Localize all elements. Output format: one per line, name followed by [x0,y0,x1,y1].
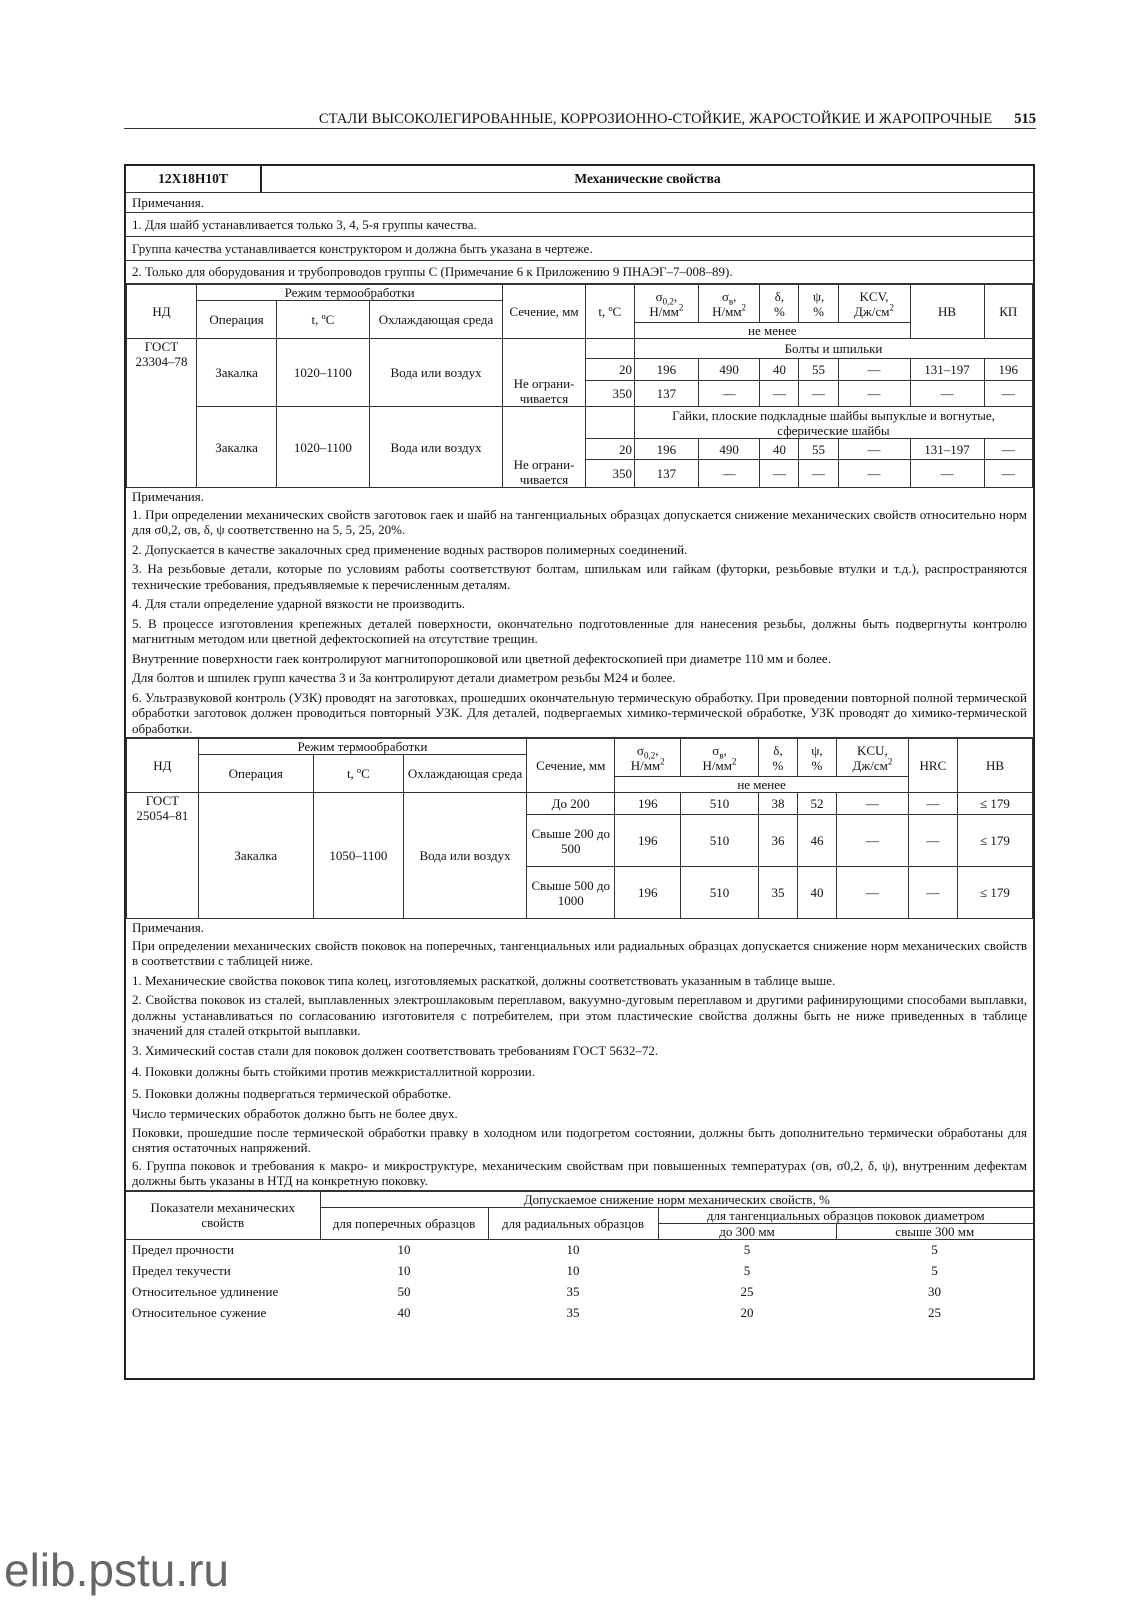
note-line: Для болтов и шпилек групп качества 3 и 3а контролируют детали диаметром резьбы М24 и более. [132,670,676,685]
note-line: 2. Допускается в качестве закалочных сред применение водных растворов полимерных соединений. [132,541,688,557]
cell: 55 [799,439,838,460]
empty-cell [585,339,634,359]
cell: 196 [615,867,681,919]
th-operation: Операция [196,301,276,339]
cell: 10 [397,1242,411,1258]
note-line: При определении механических свойств поковок на поперечных, тангенциальных или радиальных образцах допускается снижение норм механических свойств в соответствии с таблицей ниже. [132,937,1027,968]
cell: 55 [799,359,838,381]
th-nd: НД [127,739,199,793]
th-hb: НВ [910,285,984,339]
steel-grade: 12Х18Н10Т [126,166,262,192]
notes-bottom [126,919,1033,1191]
th-psi: ψ, % [799,285,838,323]
group-nuts: Гайки, плоские подкладные шайбы выпуклые и вогнутые, сферические шайбы [634,407,1032,439]
cell: — [799,381,838,407]
cell: 510 [681,793,759,815]
cell: 510 [681,867,759,919]
note-line: 5. В процессе изготовления крепежных деталей поверхности, окончательно подготовленные для нанесения резьбы, должны быть подвергнуты контролю магнитным методом или цветной дефектоскопией на отсутствие трещин. [132,615,1027,646]
th-not-less: не менее [634,323,910,339]
cell: 490 [698,359,760,381]
section-value: Не ограни-чивается [503,339,585,407]
note-line: 6. Группа поковок и требования к макро- и микроструктуре, механическим свойствам при повышенных температурах (σв, σ0,2, δ, ψ), внутренним дефектам должны быть указаны в НТД на конкретную поковку. [132,1157,1027,1188]
running-title: СТАЛИ ВЫСОКОЛЕГИРОВАННЫЕ, КОРРОЗИОННО-СТОЙКИЕ, ЖАРОСТОЙКИЕ И ЖАРОПРОЧНЫЕ [318,111,993,127]
cell: До 200 [527,793,615,815]
cell: — [698,460,760,488]
th-not-less: не менее [615,777,908,793]
cell: 196 [615,815,681,867]
cell: — [908,793,957,815]
cell: ≤ 179 [958,867,1033,919]
cell: 40 [797,867,836,919]
cell: 137 [634,460,698,488]
cooling-medium: Вода или воздух [369,407,503,488]
cell: 137 [634,381,698,407]
cell: 25 [928,1305,941,1320]
cell: — [836,867,908,919]
cell: — [836,793,908,815]
prop-name: Относительное сужение [132,1305,267,1320]
th-up-to-300: до 300 мм [658,1223,836,1239]
note-line: 3. На резьбовые детали, которые по условиям работы соответствуют болтам, шпилькам или гайкам (футорки, резьбовые втулки и т.д.), распространяются технические требования, предъявляемые к перечисленным деталям. [132,561,1027,592]
cell: 196 [634,359,698,381]
prop-name: Предел текучести [132,1263,231,1278]
note-heading: Примечания. [126,193,1033,213]
th-transverse: для поперечных образцов [320,1207,488,1239]
cell: — [910,381,984,407]
cell: 10 [397,1263,411,1278]
th-temp: t, ºС [585,285,634,339]
note-heading: Примечания. [132,920,204,935]
th-t: t, ºС [313,755,403,793]
th-psi: ψ, % [797,739,836,777]
note-line: 4. Поковки должны быть стойкими против межкристаллитной коррозии. [132,1064,535,1079]
cell: Свыше 500 до 1000 [527,867,615,919]
cell: 10 [566,1263,580,1278]
nd-gost-25054: ГОСТ 25054–81 [127,793,199,919]
cell: 40 [760,359,799,381]
th-hrc: HRC [908,739,957,793]
th-nd: НД [127,285,197,339]
cell: ≤ 179 [958,793,1033,815]
cell: 35 [566,1284,580,1299]
note-line: 1. При определении механических свойств заготовок гаек и шайб на тангенциальных образцах допускается снижение механических свойств относительно норм для σ0,2, σв, δ, ψ соответственно на 5, 5, 25, 20%. [132,506,1027,537]
th-allowed-reduction: Допускаемое снижение норм механических свойств, % [320,1191,1033,1207]
cell: — [760,460,799,488]
note-line: 1. Механические свойства поковок типа колец, изготовляемых раскаткой, должны соответствовать указанным в таблице выше. [132,972,836,988]
operation: Закалка [196,407,276,488]
cell: 5 [743,1242,751,1258]
th-heat-mode: Режим термообработки [196,285,502,301]
note-line: 2. Только для оборудования и трубопроводов группы С (Примечание 6 к Приложению 9 ПНАЭГ–7–008–89). [132,264,733,280]
th-sigmav: $\sigma_в$, $Н/мм^2$ [698,285,760,323]
th-sigma02: $\sigma_{0,2}$, $Н/мм^2$ [634,285,698,323]
cell: 36 [758,815,797,867]
th-cooling: Охлаждающая среда [369,301,503,339]
cell: 5 [931,1242,938,1258]
cell: 510 [681,815,759,867]
note-line: 6. Ультразвуковой контроль (УЗК) проводят на заготовках, прошедших окончательную термическую обработку. При проведении повторной полной термической обработки заготовок должен проводиться повторный УЗК. Для деталей, подвергаемых химико-термической обработке, УЗК проводят до химико-термической обработки. [132,689,1027,736]
note-line: Поковки, прошедшие после термической обработки правку в холодном или подогретом состоянии, должны быть дополнительно термически обработаны для снятия остаточных напряжений. [132,1124,1027,1155]
note-line: Число термических обработок должно быть не более двух. [132,1106,458,1121]
cell: 46 [797,815,836,867]
cell: 20 [740,1305,754,1320]
cell: 20 [585,439,634,460]
cell: 350 [585,460,634,488]
cell: 40 [397,1305,411,1320]
page-header [124,108,1036,129]
note-line: 2. Свойства поковок из сталей, выплавленных электрошлаковым переплавом, вакуумно-дуговым переплавом и другими рафинирующими способами выплавки, должны устанавливаться по согласованию изготовителя с потребителем, при этом пластические свойства должны быть не ниже приведенных в таблице значений для сталей открытой выплавки. [132,992,1027,1038]
operation: Закалка [198,793,313,919]
cell: — [984,439,1032,460]
cell: 52 [797,793,836,815]
th-heat-mode: Режим термообработки [198,739,526,755]
cell: 30 [928,1284,941,1299]
th-properties: Показатели механических свойств [126,1191,320,1239]
th-sigmav: $\sigma_в$, $Н/мм^2$ [681,739,759,777]
th-t: t, ºС [277,301,370,339]
cell: — [908,867,957,919]
cell: — [838,439,910,460]
content-frame [124,164,1035,1380]
cell: 5 [931,1263,938,1278]
operation: Закалка [196,339,276,407]
note-line: 1. Для шайб устанавливается только 3, 4, 5-я группы качества. [126,213,1033,237]
cell: 131–197 [910,439,984,460]
cell: — [760,381,799,407]
cell: 196 [615,793,681,815]
cell: Свыше 200 до 500 [527,815,615,867]
cell: — [838,359,910,381]
cell: — [984,460,1032,488]
th-hb: НВ [958,739,1033,793]
note-heading: Примечания. [132,489,204,504]
section-title: Механические свойства [574,171,721,186]
temp-range: 1020–1100 [277,339,370,407]
cell: — [799,460,838,488]
notes-top [126,193,1033,284]
cell: 20 [585,359,634,381]
cell: 131–197 [910,359,984,381]
prop-name: Предел прочности [132,1242,234,1258]
cell: — [838,460,910,488]
group-bolts: Болты и шпильки [634,339,1032,359]
temp-range: 1050–1100 [313,793,403,919]
cell: 40 [760,439,799,460]
cell: 35 [758,867,797,919]
watermark: elib.pstu.ru [4,1544,230,1596]
th-kp: КП [984,285,1032,339]
cell: — [698,381,760,407]
cell: — [984,381,1032,407]
cell: — [908,815,957,867]
th-radial: для радиальных образцов [488,1207,658,1239]
cell: — [910,460,984,488]
th-delta: δ, % [760,285,799,323]
prop-name: Относительное удлинение [132,1284,279,1299]
cell: 490 [698,439,760,460]
cell: 196 [634,439,698,460]
cooling-medium: Вода или воздух [404,793,527,919]
th-kcu: KCU, $Дж/см^2$ [836,739,908,777]
th-sigma02: $\sigma_{0,2}$, $Н/мм^2$ [615,739,681,777]
th-section: Сечение, мм [527,739,615,793]
table-allowed-reduction [126,1191,1033,1324]
cell: 35 [566,1305,580,1320]
th-section: Сечение, мм [503,285,585,339]
empty-cell [585,407,634,439]
note-line: Внутренние поверхности гаек контролируют магнитопорошковой или цветной дефектоскопией при диаметре 110 мм и более. [132,650,831,666]
temp-range: 1020–1100 [277,407,370,488]
cell: 50 [397,1284,411,1299]
table-bolts-nuts [126,284,1033,488]
th-cooling: Охлаждающая среда [404,755,527,793]
section-value: Не ограни-чивается [503,407,585,488]
th-over-300: свыше 300 мм [836,1223,1033,1239]
cell: ≤ 179 [958,815,1033,867]
table-forgings [126,738,1033,919]
note-line: 3. Химический состав стали для поковок должен соответствовать требованиям ГОСТ 5632–72. [132,1042,659,1058]
title-bar [126,166,1033,193]
cell: — [836,815,908,867]
note-line: Группа качества устанавливается конструктором и должна быть указана в чертеже. [126,237,1033,261]
cell: 25 [740,1284,754,1299]
nd-gost-23304: ГОСТ 23304–78 [127,339,197,488]
note-line: 5. Поковки должны подвергаться термической обработке. [132,1085,452,1101]
cell: 196 [984,359,1032,381]
cell: 10 [566,1242,580,1258]
cooling-medium: Вода или воздух [369,339,503,407]
cell: 350 [585,381,634,407]
page-number: 515 [1014,111,1036,127]
th-operation: Операция [198,755,313,793]
notes-mid [126,488,1033,738]
cell: 5 [743,1263,751,1278]
th-delta: δ, % [758,739,797,777]
cell: — [838,381,910,407]
cell: 38 [758,793,797,815]
th-tangential: для тангенциальных образцов поковок диаметром [658,1207,1033,1223]
note-line: 4. Для стали определение ударной вязкости не производить. [132,596,465,611]
th-kcv: KCV, $Дж/см^2$ [838,285,910,323]
